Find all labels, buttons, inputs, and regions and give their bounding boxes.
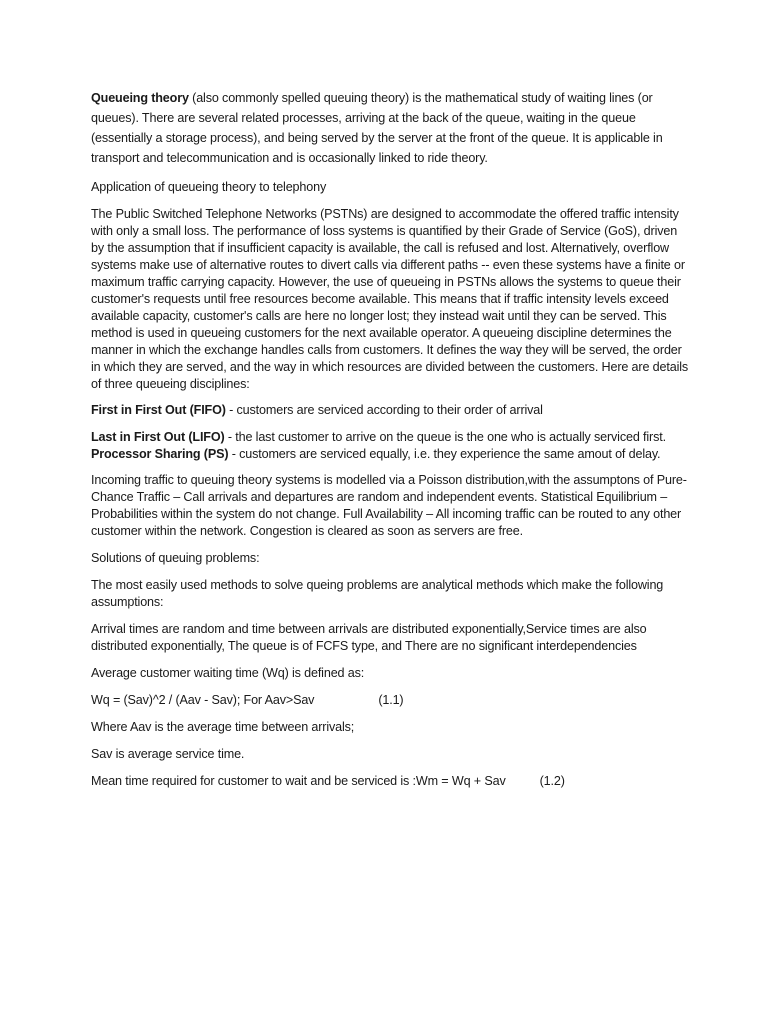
discipline-term: First in First Out (FIFO) <box>91 403 226 417</box>
discipline-lifo <box>91 429 688 446</box>
discipline-fifo <box>91 402 688 419</box>
formula-1-expression: Wq = (Sav)^2 / (Aav - Sav); For Aav>Sav <box>91 693 315 707</box>
wq-definition: Average customer waiting time (Wq) is defined as: <box>91 666 365 680</box>
formula-1-number: (1.1) <box>378 693 404 707</box>
where-aav: Where Aav is the average time between arrivals; <box>91 720 355 734</box>
sav-definition: Sav is average service time. <box>91 747 245 761</box>
section-heading-telephony: Application of queueing theory to telephony <box>91 180 327 194</box>
discipline-ps <box>91 446 688 463</box>
discipline-text: - customers are serviced according to their order of arrival <box>225 403 543 417</box>
assumptions-paragraph: Arrival times are random and time between arrivals are distributed exponentially,Service times are also distributed exponentially, The queue is of FCFS type, and There are no significant interdependencies <box>91 622 647 653</box>
formula-1 <box>91 692 688 709</box>
formula-2 <box>91 773 688 790</box>
poisson-paragraph: Incoming traffic to queuing theory systems is modelled via a Poisson distribution,with the assumptons of Pure-Chance Traffic – Call arrivals and departures are random and independent events. Statistical Equilibrium – Probabilities within the system do not change. Full Availability – All incoming traffic can be routed to any other customer within the network. Congestion is cleared as soon as servers are free. <box>91 473 687 538</box>
formula-2-expression: Mean time required for customer to wait and be serviced is :Wm = Wq + Sav <box>91 774 506 788</box>
intro-paragraph <box>91 88 688 168</box>
intro-text: (also commonly spelled queuing theory) is the mathematical study of waiting lines (or queues). There are several related processes, arriving at the back of the queue, waiting in the queue (essentially a storage process), and being served by the server at the front of the queue. It is applicable in transport and telecommunication and is occasionally linked to ride theory. <box>91 91 663 165</box>
discipline-term: Last in First Out (LIFO) <box>91 430 225 444</box>
pstn-paragraph: The Public Switched Telephone Networks (PSTNs) are designed to accommodate the offered traffic intensity with only a small loss. The performance of loss systems is quantified by their Grade of Service (GoS), driven by the assumption that if insufficient capacity is available, the call is refused and lost. Alternatively, overflow systems make use of alternative routes to divert calls via different paths -- even these systems have a finite or maximum traffic carrying capacity. However, the use of queueing in PSTNs allows the systems to queue their customer's requests until free resources become available. This means that if traffic intensity levels exceed available capacity, customer's calls are here no longer lost; they instead wait until they can be served. This method is used in queueing customers for the next available operator. A queueing discipline determines the manner in which the exchange handles calls from customers. It defines the way they will be served, the order in which they are served, and the way in which resources are divided between the customers. Here are details of three queueing disciplines: <box>91 207 689 391</box>
section-heading-solutions: Solutions of queuing problems: <box>91 551 260 565</box>
formula-2-number: (1.2) <box>539 774 565 788</box>
discipline-text: - the last customer to arrive on the queue is the one who is actually serviced first. <box>224 430 666 444</box>
discipline-text: - customers are serviced equally, i.e. they experience the same amout of delay. <box>228 447 661 461</box>
intro-term: Queueing theory <box>91 91 189 105</box>
methods-paragraph: The most easily used methods to solve queing problems are analytical methods which make the following assumptions: <box>91 578 664 609</box>
discipline-term: Processor Sharing (PS) <box>91 447 229 461</box>
